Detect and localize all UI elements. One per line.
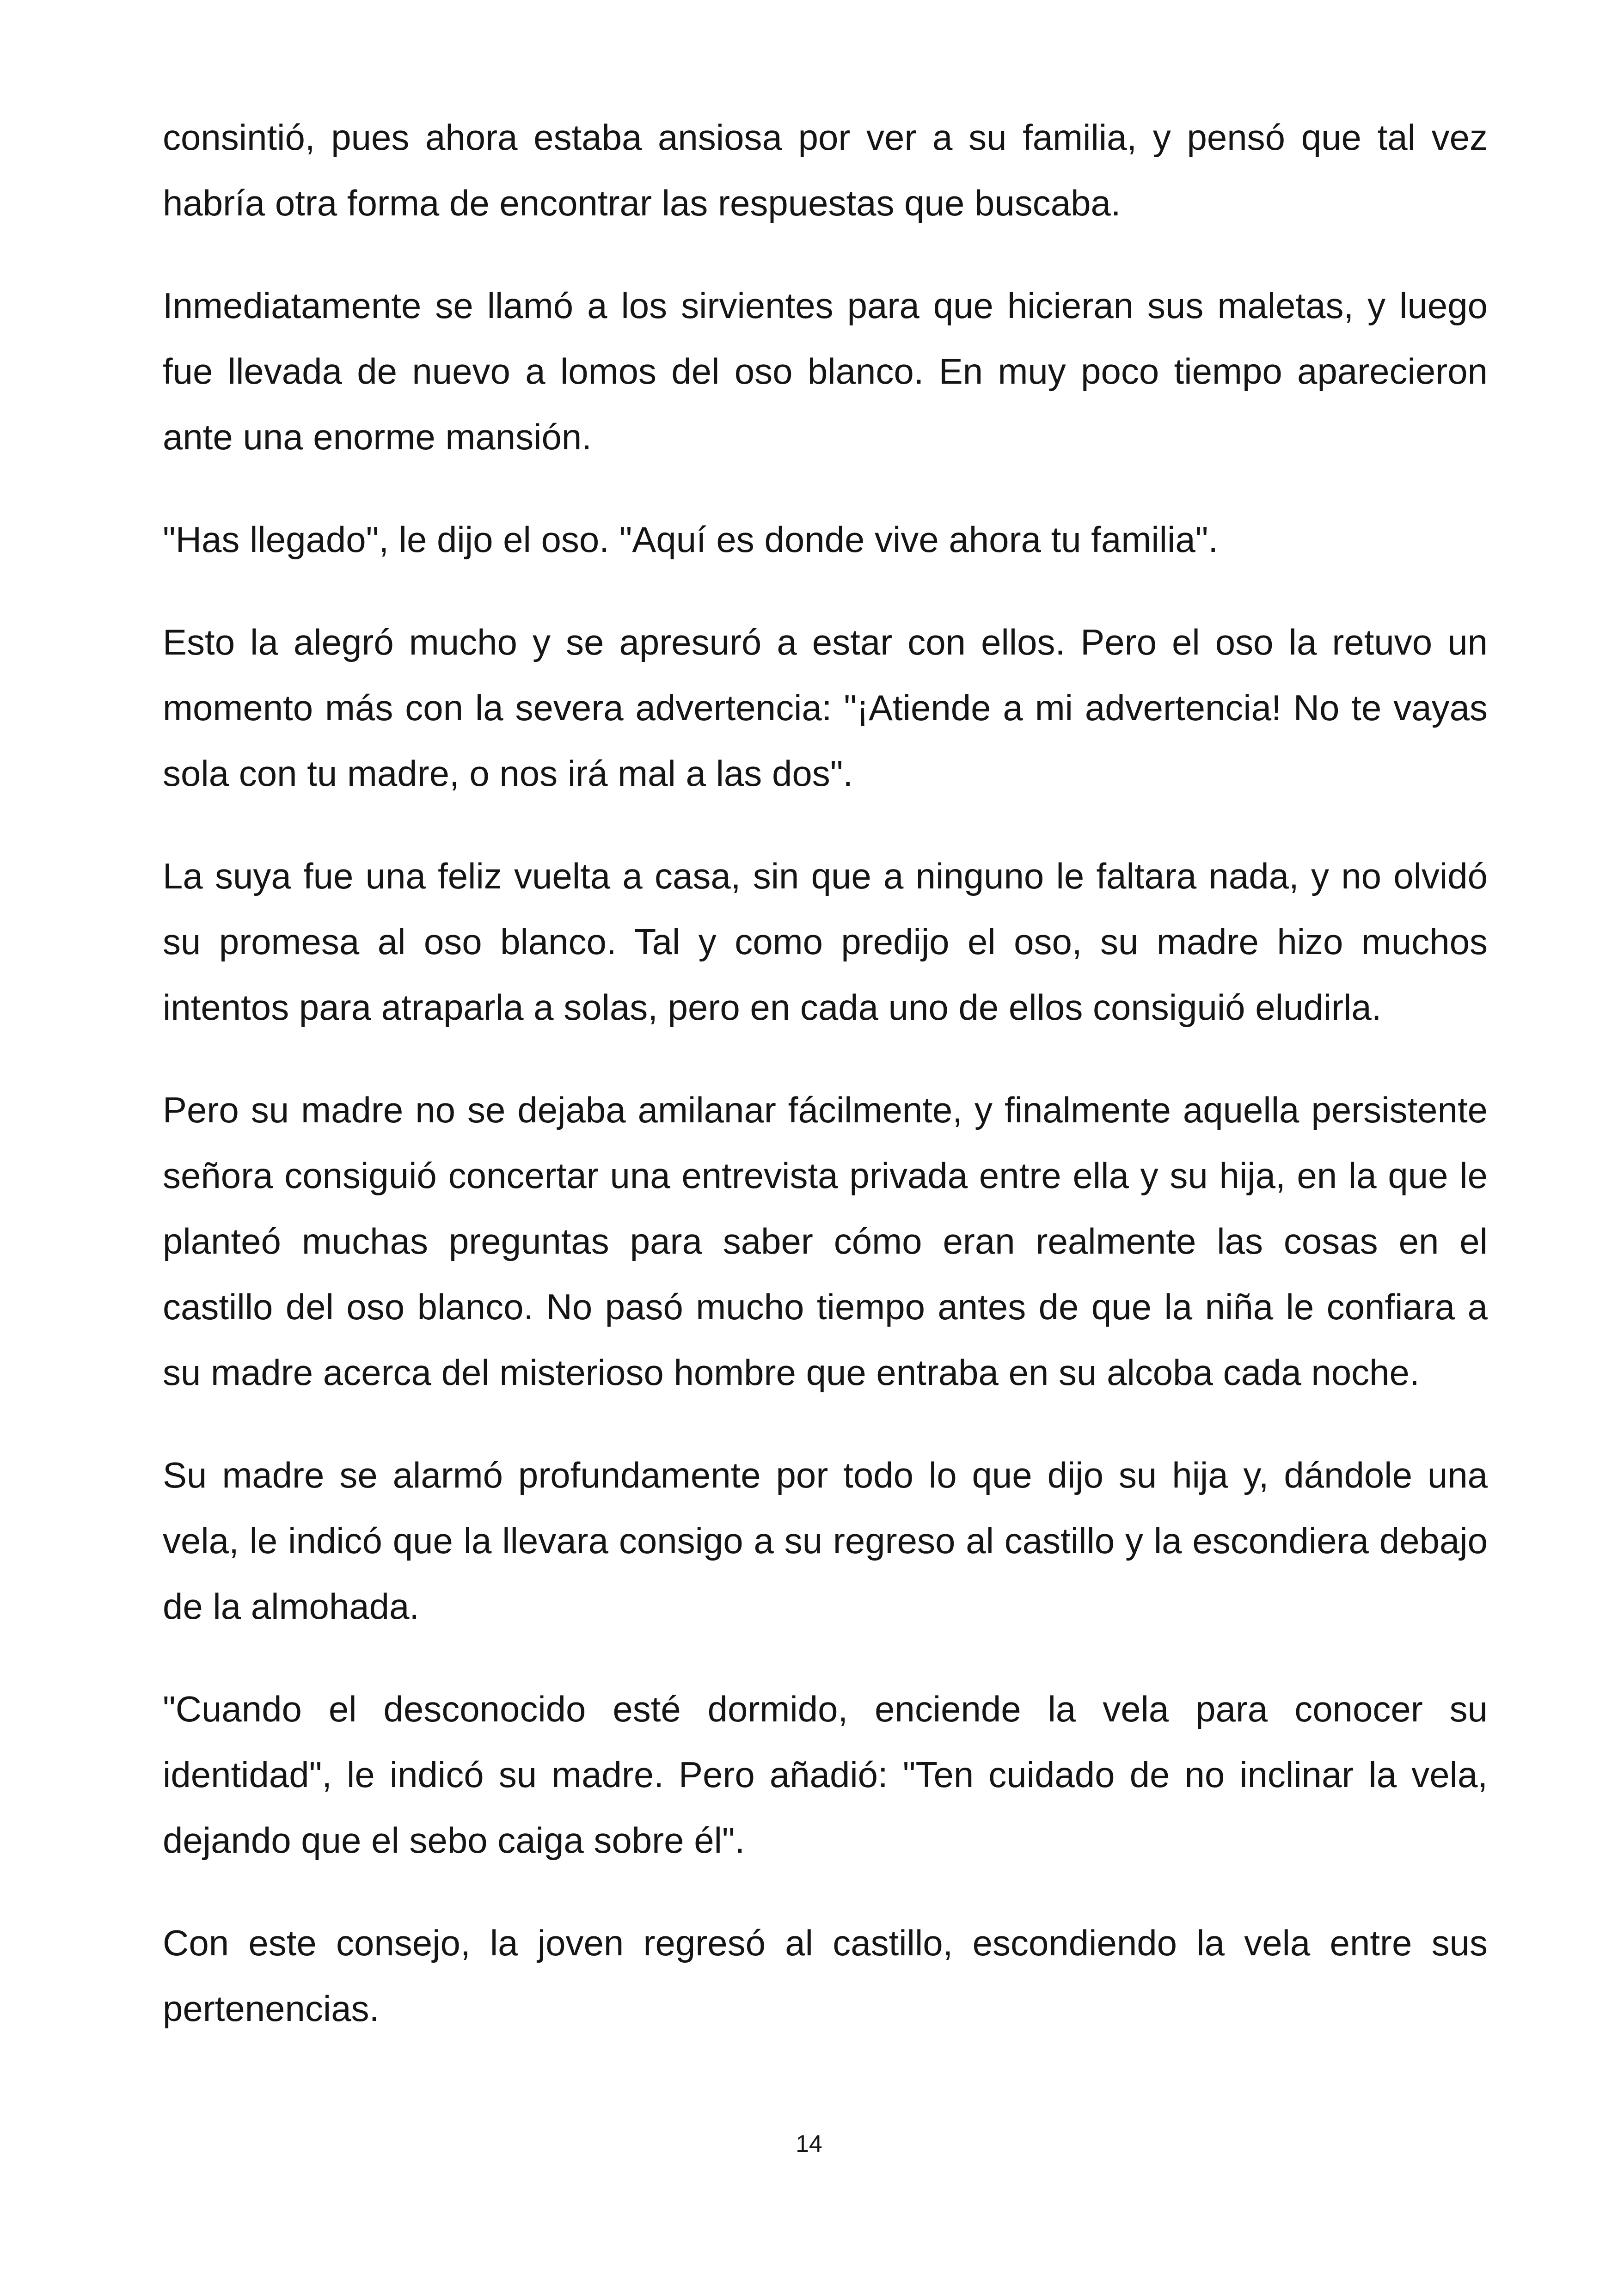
paragraph: Su madre se alarmó profundamente por todo lo que dijo su hija y, dándole una vela, le indicó que la llevara consigo a su regreso al castillo y la escondiera debajo de la almohada. bbox=[163, 1455, 1488, 1627]
paragraph: consintió, pues ahora estaba ansiosa por ver a su familia, y pensó que tal vez habría otra forma de encontrar las respuestas que buscaba. bbox=[163, 117, 1488, 223]
paragraph: Con este consejo, la joven regresó al castillo, escondiendo la vela entre sus pertenencias. bbox=[163, 1923, 1488, 2029]
paragraph: Esto la alegró mucho y se apresuró a estar con ellos. Pero el oso la retuvo un momento más con la severa advertencia: "¡Atiende a mi advertencia! No te vayas sola con tu madre, o nos irá mal a las dos". bbox=[163, 622, 1488, 794]
body-text bbox=[163, 104, 1488, 2078]
paragraph: Inmediatamente se llamó a los sirvientes para que hicieran sus maletas, y luego fue llevada de nuevo a lomos del oso blanco. En muy poco tiempo aparecieron ante una enorme mansión. bbox=[163, 285, 1488, 457]
paragraph: Pero su madre no se dejaba amilanar fácilmente, y finalmente aquella persistente señora consiguió concertar una entrevista privada entre ella y su hija, en la que le planteó muchas preguntas para saber cómo eran realmente las cosas en el castillo del oso blanco. No pasó mucho tiempo antes de que la niña le confiara a su madre acerca del misterioso hombre que entraba en su alcoba cada noche. bbox=[163, 1090, 1488, 1393]
paragraph: La suya fue una feliz vuelta a casa, sin que a ninguno le faltara nada, y no olvidó su promesa al oso blanco. Tal y como predijo el oso, su madre hizo muchos intentos para atraparla a solas, pero en cada uno de ellos consiguió eludirla. bbox=[163, 856, 1488, 1028]
paragraph: "Has llegado", le dijo el oso. "Aquí es donde vive ahora tu familia". bbox=[163, 519, 1219, 560]
paragraph: "Cuando el desconocido esté dormido, enciende la vela para conocer su identidad", le indicó su madre. Pero añadió: "Ten cuidado de no inclinar la vela, dejando que el sebo caiga sobre él". bbox=[163, 1689, 1488, 1861]
page-number: 14 bbox=[796, 2131, 822, 2157]
